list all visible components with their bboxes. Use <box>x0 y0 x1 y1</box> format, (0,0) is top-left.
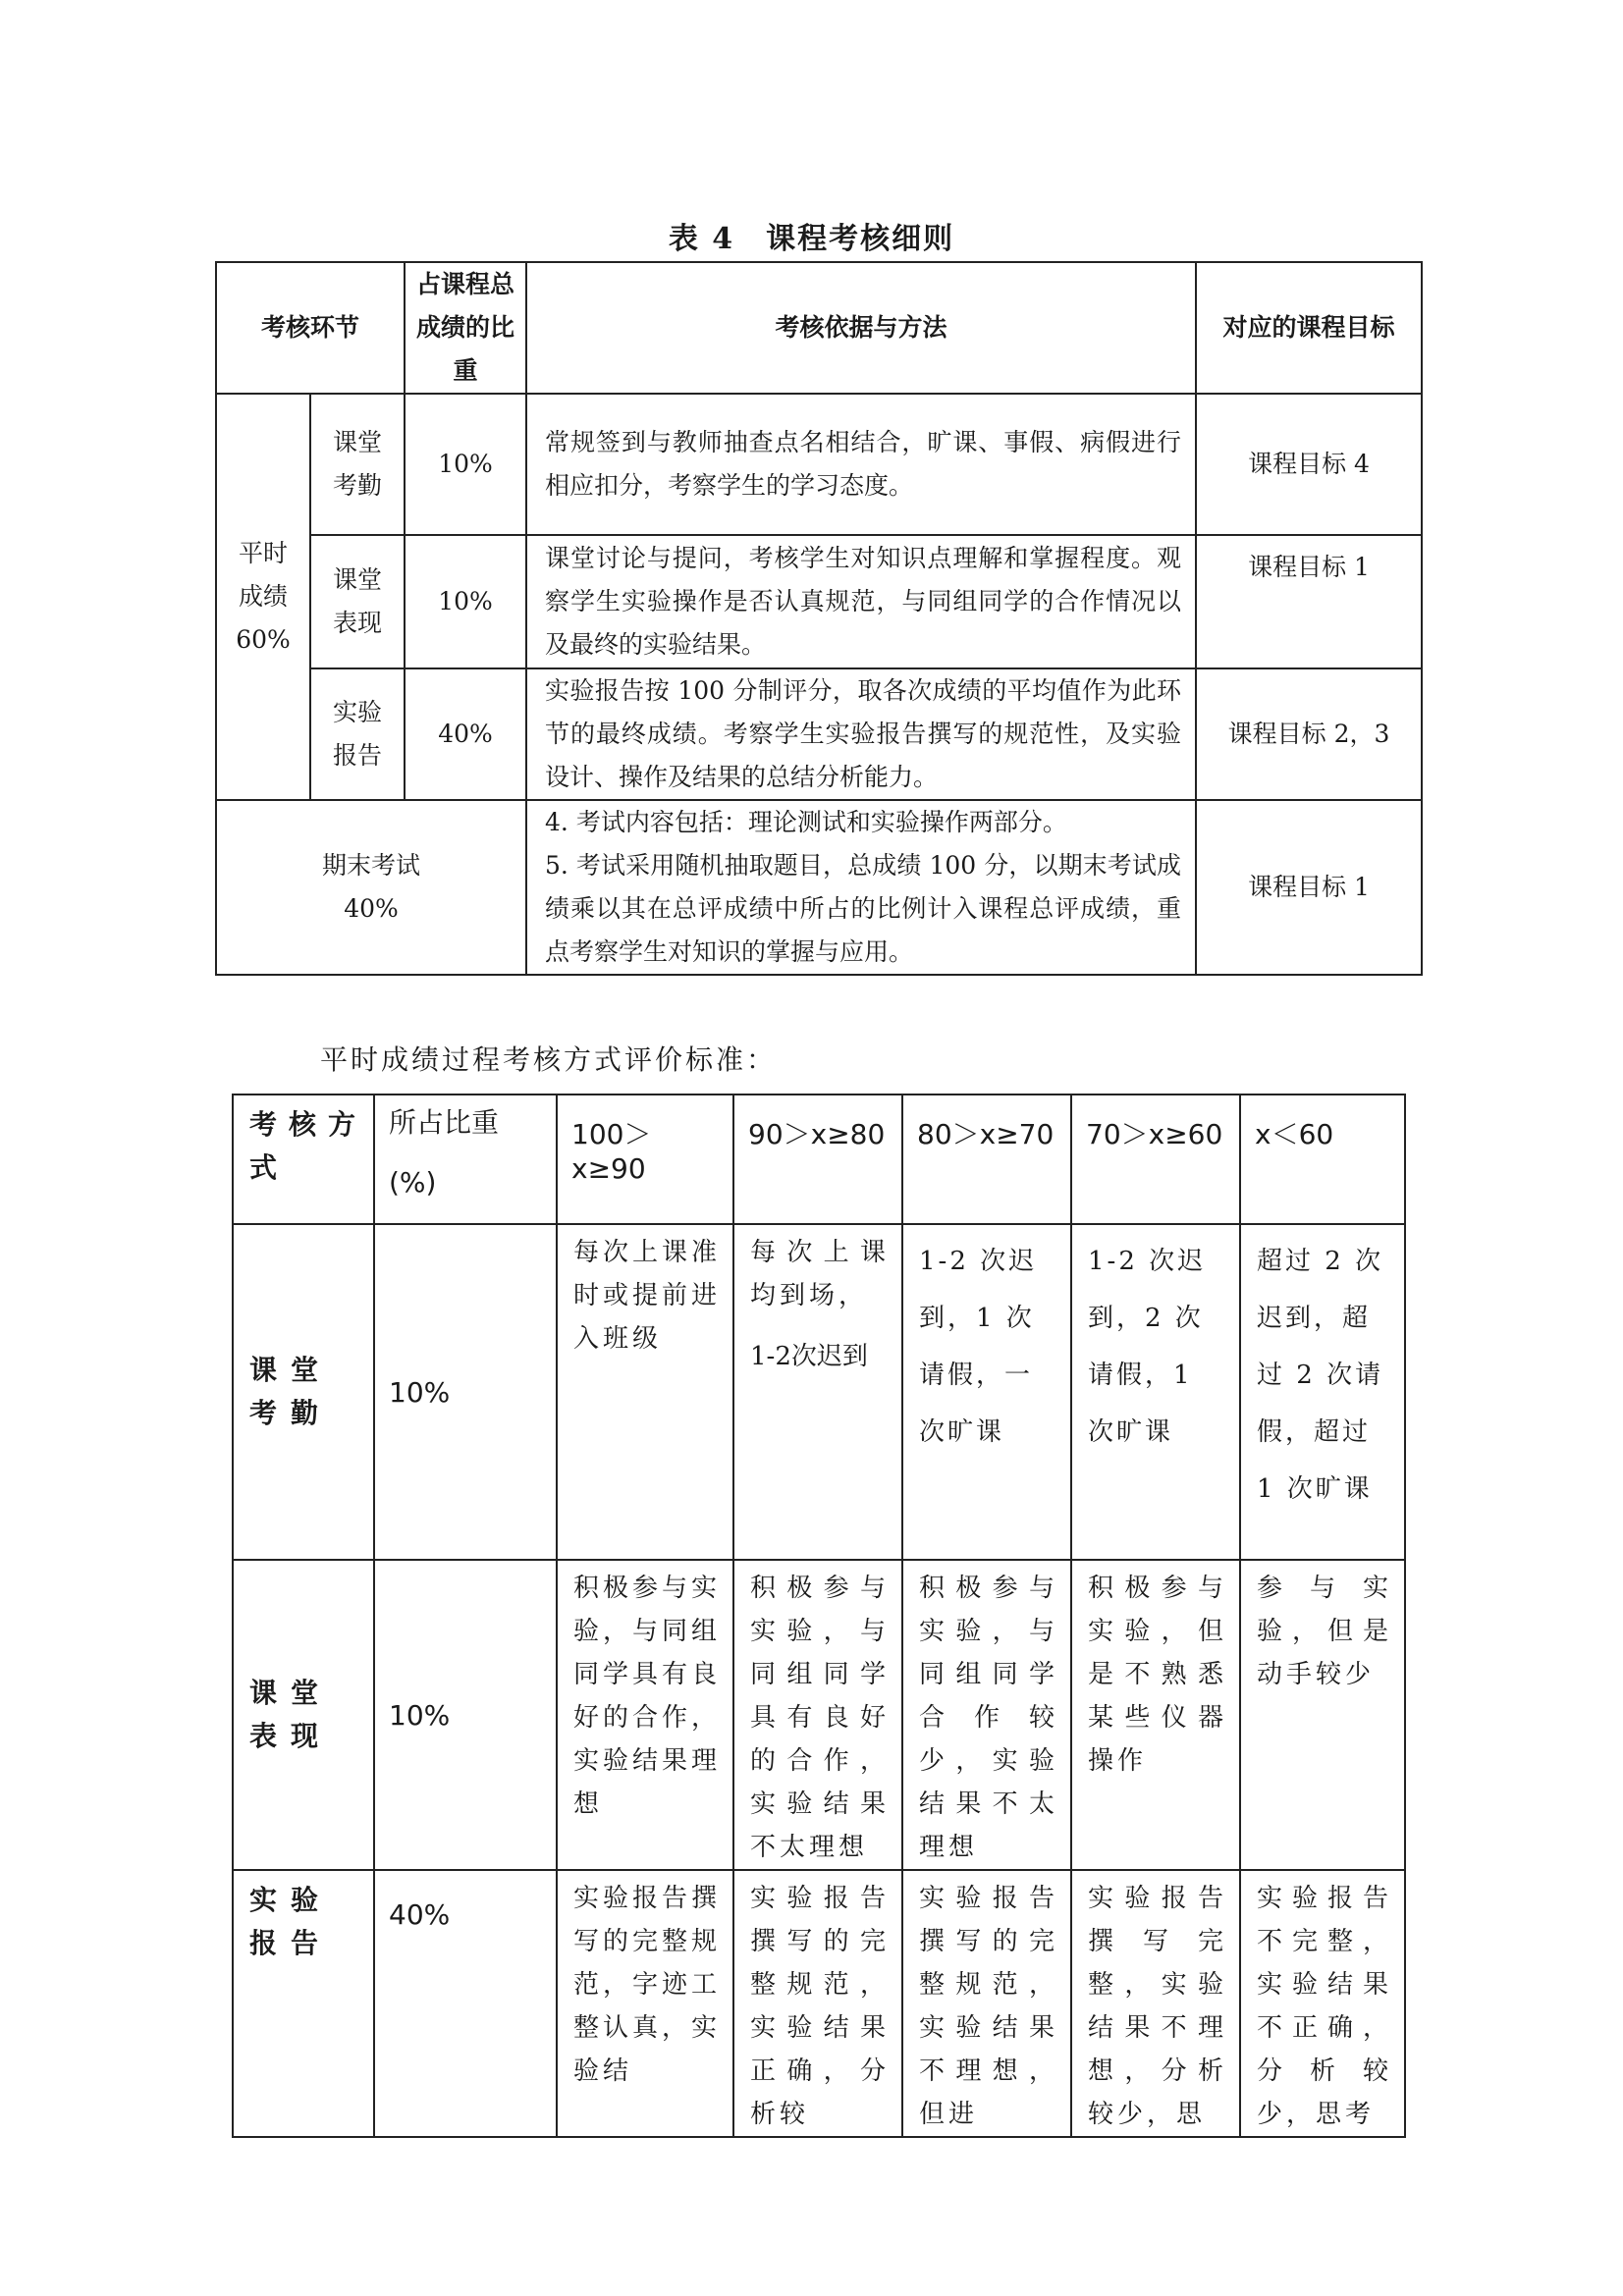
goal-report: 课程目标 2，3 <box>1196 668 1422 800</box>
header-range-5: x＜60 <box>1240 1095 1405 1224</box>
report-range-3: 实验报告撰写的完整规范，实验结果不理想，但进 <box>902 1870 1071 2137</box>
table-row <box>216 394 1422 535</box>
final-exam-cell <box>216 800 526 975</box>
header-method: 考核依据与方法 <box>526 262 1196 394</box>
method-performance: 课堂讨论与提问，考核学生对知识点理解和掌握程度。观察学生实验操作是否认真规范，与同组同学的合作情况以及最终的实验结果。 <box>526 535 1196 668</box>
mode-attendance: 课堂考勤 <box>233 1224 374 1560</box>
weight-performance: 10% <box>374 1560 557 1870</box>
header-range-4: 70＞x≥60 <box>1071 1095 1240 1224</box>
performance-range-4: 积极参与实验，但是不熟悉某些仪器操作 <box>1071 1560 1240 1870</box>
performance-range-5: 参与实验，但是动手较少 <box>1240 1560 1405 1870</box>
attendance-range-4: 1-2 次迟到，2 次请假，1 次旷课 <box>1071 1224 1240 1560</box>
weight-performance: 10% <box>405 535 526 668</box>
item-report: 实验报告 <box>310 668 405 800</box>
method-report: 实验报告按 100 分制评分，取各次成绩的平均值作为此环节的最终成绩。考察学生实验报告撰写的规范性，及实验设计、操作及结果的总结分析能力。 <box>526 668 1196 800</box>
method-attendance: 常规签到与教师抽查点名相结合，旷课、事假、病假进行相应扣分，考察学生的学习态度。 <box>526 394 1196 535</box>
item-performance: 课堂表现 <box>310 535 405 668</box>
mode-report: 实验报告 <box>233 1870 374 2137</box>
table-row <box>216 800 1422 975</box>
attendance-range-3: 1-2 次迟到，1 次请假，一次旷课 <box>902 1224 1071 1560</box>
item-final-exam: 期末考试 <box>322 851 421 880</box>
performance-range-1: 积极参与实验，与同组同学具有良好的合作，实验结果理想 <box>557 1560 733 1870</box>
report-range-5: 实验报告不完整，实验结果不正确，分析较少，思考 <box>1240 1870 1405 2137</box>
evaluation-standard-subtitle: 平时成绩过程考核方式评价标准： <box>320 1043 778 1076</box>
goal-attendance: 课程目标 4 <box>1196 394 1422 535</box>
weight-report: 40% <box>405 668 526 800</box>
performance-range-3: 积极参与实验，与同组同学合作较少，实验结果不太理想 <box>902 1560 1071 1870</box>
final-method-line-2: 5. 考试采用随机抽取题目，总成绩 100 分，以期末考试成绩乘以其在总评成绩中所占的比例计入课程总评成绩，重点考察学生对知识的掌握与应用。 <box>545 851 1182 966</box>
header-weight-unit: (%) <box>389 1166 437 1199</box>
table-row <box>233 1560 1405 1870</box>
goal-performance: 课程目标 1 <box>1196 535 1422 668</box>
header-goal: 对应的课程目标 <box>1196 262 1422 394</box>
attendance-range-2-line-2: 1-2次迟到 <box>750 1342 868 1371</box>
attendance-range-2 <box>733 1224 902 1560</box>
attendance-range-1: 每次上课准时或提前进入班级 <box>557 1224 733 1560</box>
table-header-row <box>233 1095 1405 1224</box>
header-range-1: 100＞x≥90 <box>557 1095 733 1224</box>
final-method-line-1: 4. 考试内容包括：理论测试和实验操作两部分。 <box>545 808 1067 836</box>
evaluation-standard-table <box>232 1094 1406 2138</box>
header-range-2: 90＞x≥80 <box>733 1095 902 1224</box>
performance-range-2: 积极参与实验，与同组同学具有良好的合作，实验结果不太理想 <box>733 1560 902 1870</box>
table-4-title: 表 4 课程考核细则 <box>668 222 955 256</box>
table-header-row <box>216 262 1422 394</box>
attendance-range-5: 超过 2 次迟到，超过 2 次请假，超过 1 次旷课 <box>1240 1224 1405 1560</box>
report-range-4: 实验报告撰写完整，实验结果不理想，分析较少，思 <box>1071 1870 1240 2137</box>
header-weight: 占课程总成绩的比重 <box>405 262 526 394</box>
table-row <box>216 668 1422 800</box>
weight-report: 40% <box>374 1870 557 2137</box>
weight-attendance: 10% <box>374 1224 557 1560</box>
table-row <box>233 1224 1405 1560</box>
method-final-exam <box>526 800 1196 975</box>
header-link: 考核环节 <box>216 262 405 394</box>
group-regular-grade: 平时成绩60% <box>216 394 310 800</box>
report-range-1: 实验报告撰写的完整规范，字迹工整认真，实验结 <box>557 1870 733 2137</box>
table-row <box>233 1870 1405 2137</box>
header-weight <box>374 1095 557 1224</box>
table-row <box>216 535 1422 668</box>
item-attendance: 课堂考勤 <box>310 394 405 535</box>
mode-performance: 课堂表现 <box>233 1560 374 1870</box>
weight-attendance: 10% <box>405 394 526 535</box>
header-weight-label: 所占比重 <box>389 1106 500 1139</box>
header-range-3: 80＞x≥70 <box>902 1095 1071 1224</box>
attendance-range-2-line-1: 每次上课均到场， <box>750 1238 890 1310</box>
header-mode: 考核方式 <box>233 1095 374 1224</box>
course-assessment-table <box>215 261 1423 976</box>
goal-final-exam: 课程目标 1 <box>1196 800 1422 975</box>
report-range-2: 实验报告撰写的完整规范，实验结果正确，分析较 <box>733 1870 902 2137</box>
weight-final-exam: 40% <box>344 894 399 923</box>
